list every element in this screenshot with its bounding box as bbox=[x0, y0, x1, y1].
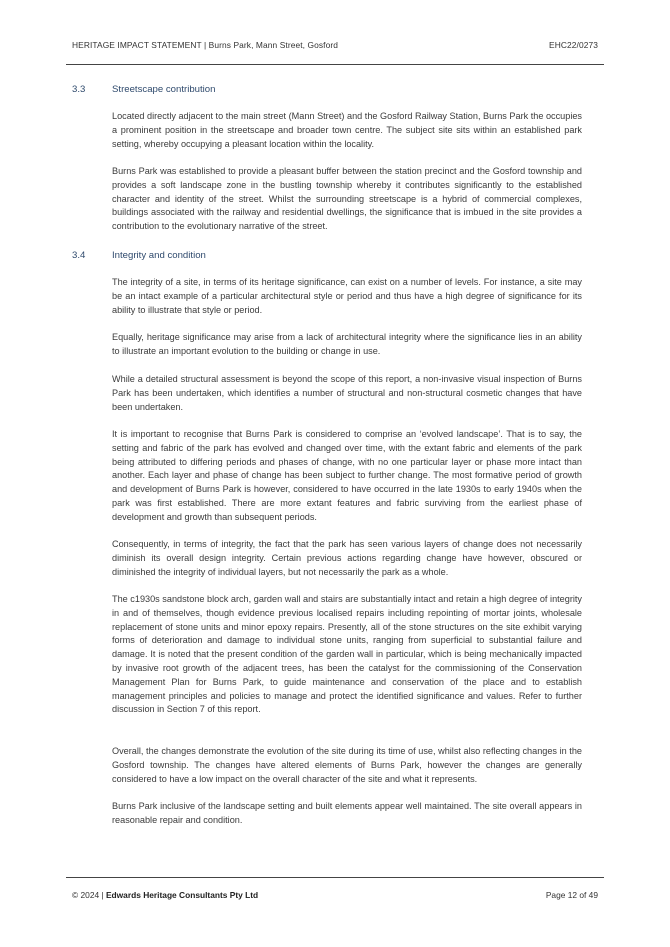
section-title: Streetscape contribution bbox=[112, 84, 216, 95]
header-title: HERITAGE IMPACT STATEMENT | Burns Park, Mann Street, Gosford bbox=[72, 40, 338, 50]
copyright-text: © 2024 | bbox=[72, 890, 104, 900]
page-header bbox=[72, 40, 598, 56]
section-number: 3.3 bbox=[72, 84, 86, 95]
header-reference: EHC22/0273 bbox=[549, 40, 598, 50]
paragraph: The integrity of a site, in terms of its heritage significance, can exist on a number of levels. For instance, a site may be an intact example of a particular architectural style or period and thus have a high degree of significance for its ability to illustrate that style or period. bbox=[112, 277, 582, 315]
header-rule bbox=[66, 64, 604, 65]
company-name: Edwards Heritage Consultants Pty Ltd bbox=[105, 890, 259, 900]
paragraph: Burns Park was established to provide a pleasant buffer between the station precinct and the Gosford township and provides a soft landscape zone in the bustling township whereby it contributes significantly to the established character and identity of the street. Whilst the surrounding streetscape is a hybrid of commercial complexes, buildings associated with the railway and residential dwellings, the significance that is imbued in the site provides a contribution to the evolutionary narrative of the street. bbox=[112, 166, 582, 232]
paragraph: While a detailed structural assessment is beyond the scope of this report, a non-invasive visual inspection of Burns Park has been undertaken, which identifies a number of structural and non-structural cosmetic changes that have been undertaken. bbox=[112, 374, 582, 412]
paragraph: Equally, heritage significance may arise from a lack of architectural integrity where the significance lies in an ability to illustrate an important evolution to the building or change in use. bbox=[112, 332, 582, 356]
paragraph: Located directly adjacent to the main street (Mann Street) and the Gosford Railway Station, Burns Park the occupies a prominent position in the streetscape and broader town centre. The subject site sits within an established park setting, whereby occupying a pleasant location within the locality. bbox=[112, 111, 582, 149]
paragraph: Consequently, in terms of integrity, the fact that the park has seen various layers of change does not necessarily diminish its overall design integrity. Certain previous actions regarding change have however, obscured or diminished the integrity of individual layers, but not necessarily the park as a whole. bbox=[112, 539, 582, 577]
page-number: Page 12 of 49 bbox=[545, 890, 598, 900]
section-number: 3.4 bbox=[72, 250, 86, 261]
footer-copyright bbox=[72, 890, 258, 900]
paragraph: It is important to recognise that Burns Park is considered to comprise an ‘evolved landscape’. That is to say, the setting and fabric of the park has evolved and changed over time, with the extant fabric and elements of the park being attributed to differing periods and phases of change, with no one particular layer or phase more intact than another. Each layer and phase of change has been subject to further change. The most formative period of growth and development of Burns Park is however, considered to have occurred in the late 1930s to early 1940s when the park was first established. There are more extant features and fabric surviving from the earliest phase of development and growth than subsequent periods. bbox=[112, 429, 582, 522]
paragraph: Burns Park inclusive of the landscape setting and built elements appear well maintained. The site overall appears in reasonable repair and condition. bbox=[112, 801, 582, 825]
paragraph: The c1930s sandstone block arch, garden wall and stairs are substantially intact and retain a high degree of integrity in and of themselves, though evidence previous localised repairs including repointing of mortar joints, wholesale replacement of stone units and minor epoxy repairs. Presently, all of the stone structures on the site exhibit varying forms of deterioration and damage to individual stone units, ranging from superficial to substantial failure and damage. It is noted that the present condition of the garden wall in particular, which is being mechanically impacted by invasive root growth of the adjacent trees, has been the catalyst for the commissioning of the Conservation Management Plan for Burns Park, to guide maintenance and conservation of the place and to establish management principles and policies to manage and protect the identified significance and values. Refer to further discussion in Section 7 of this report. bbox=[112, 594, 582, 715]
paragraph: Overall, the changes demonstrate the evolution of the site during its time of use, whilst also reflecting changes in the Gosford township. The changes have altered elements of Burns Park, however the changes are generally considered to have a low impact on the overall character of the site and what it represents. bbox=[112, 746, 582, 784]
footer-rule bbox=[66, 877, 604, 878]
section-title: Integrity and condition bbox=[112, 250, 206, 261]
